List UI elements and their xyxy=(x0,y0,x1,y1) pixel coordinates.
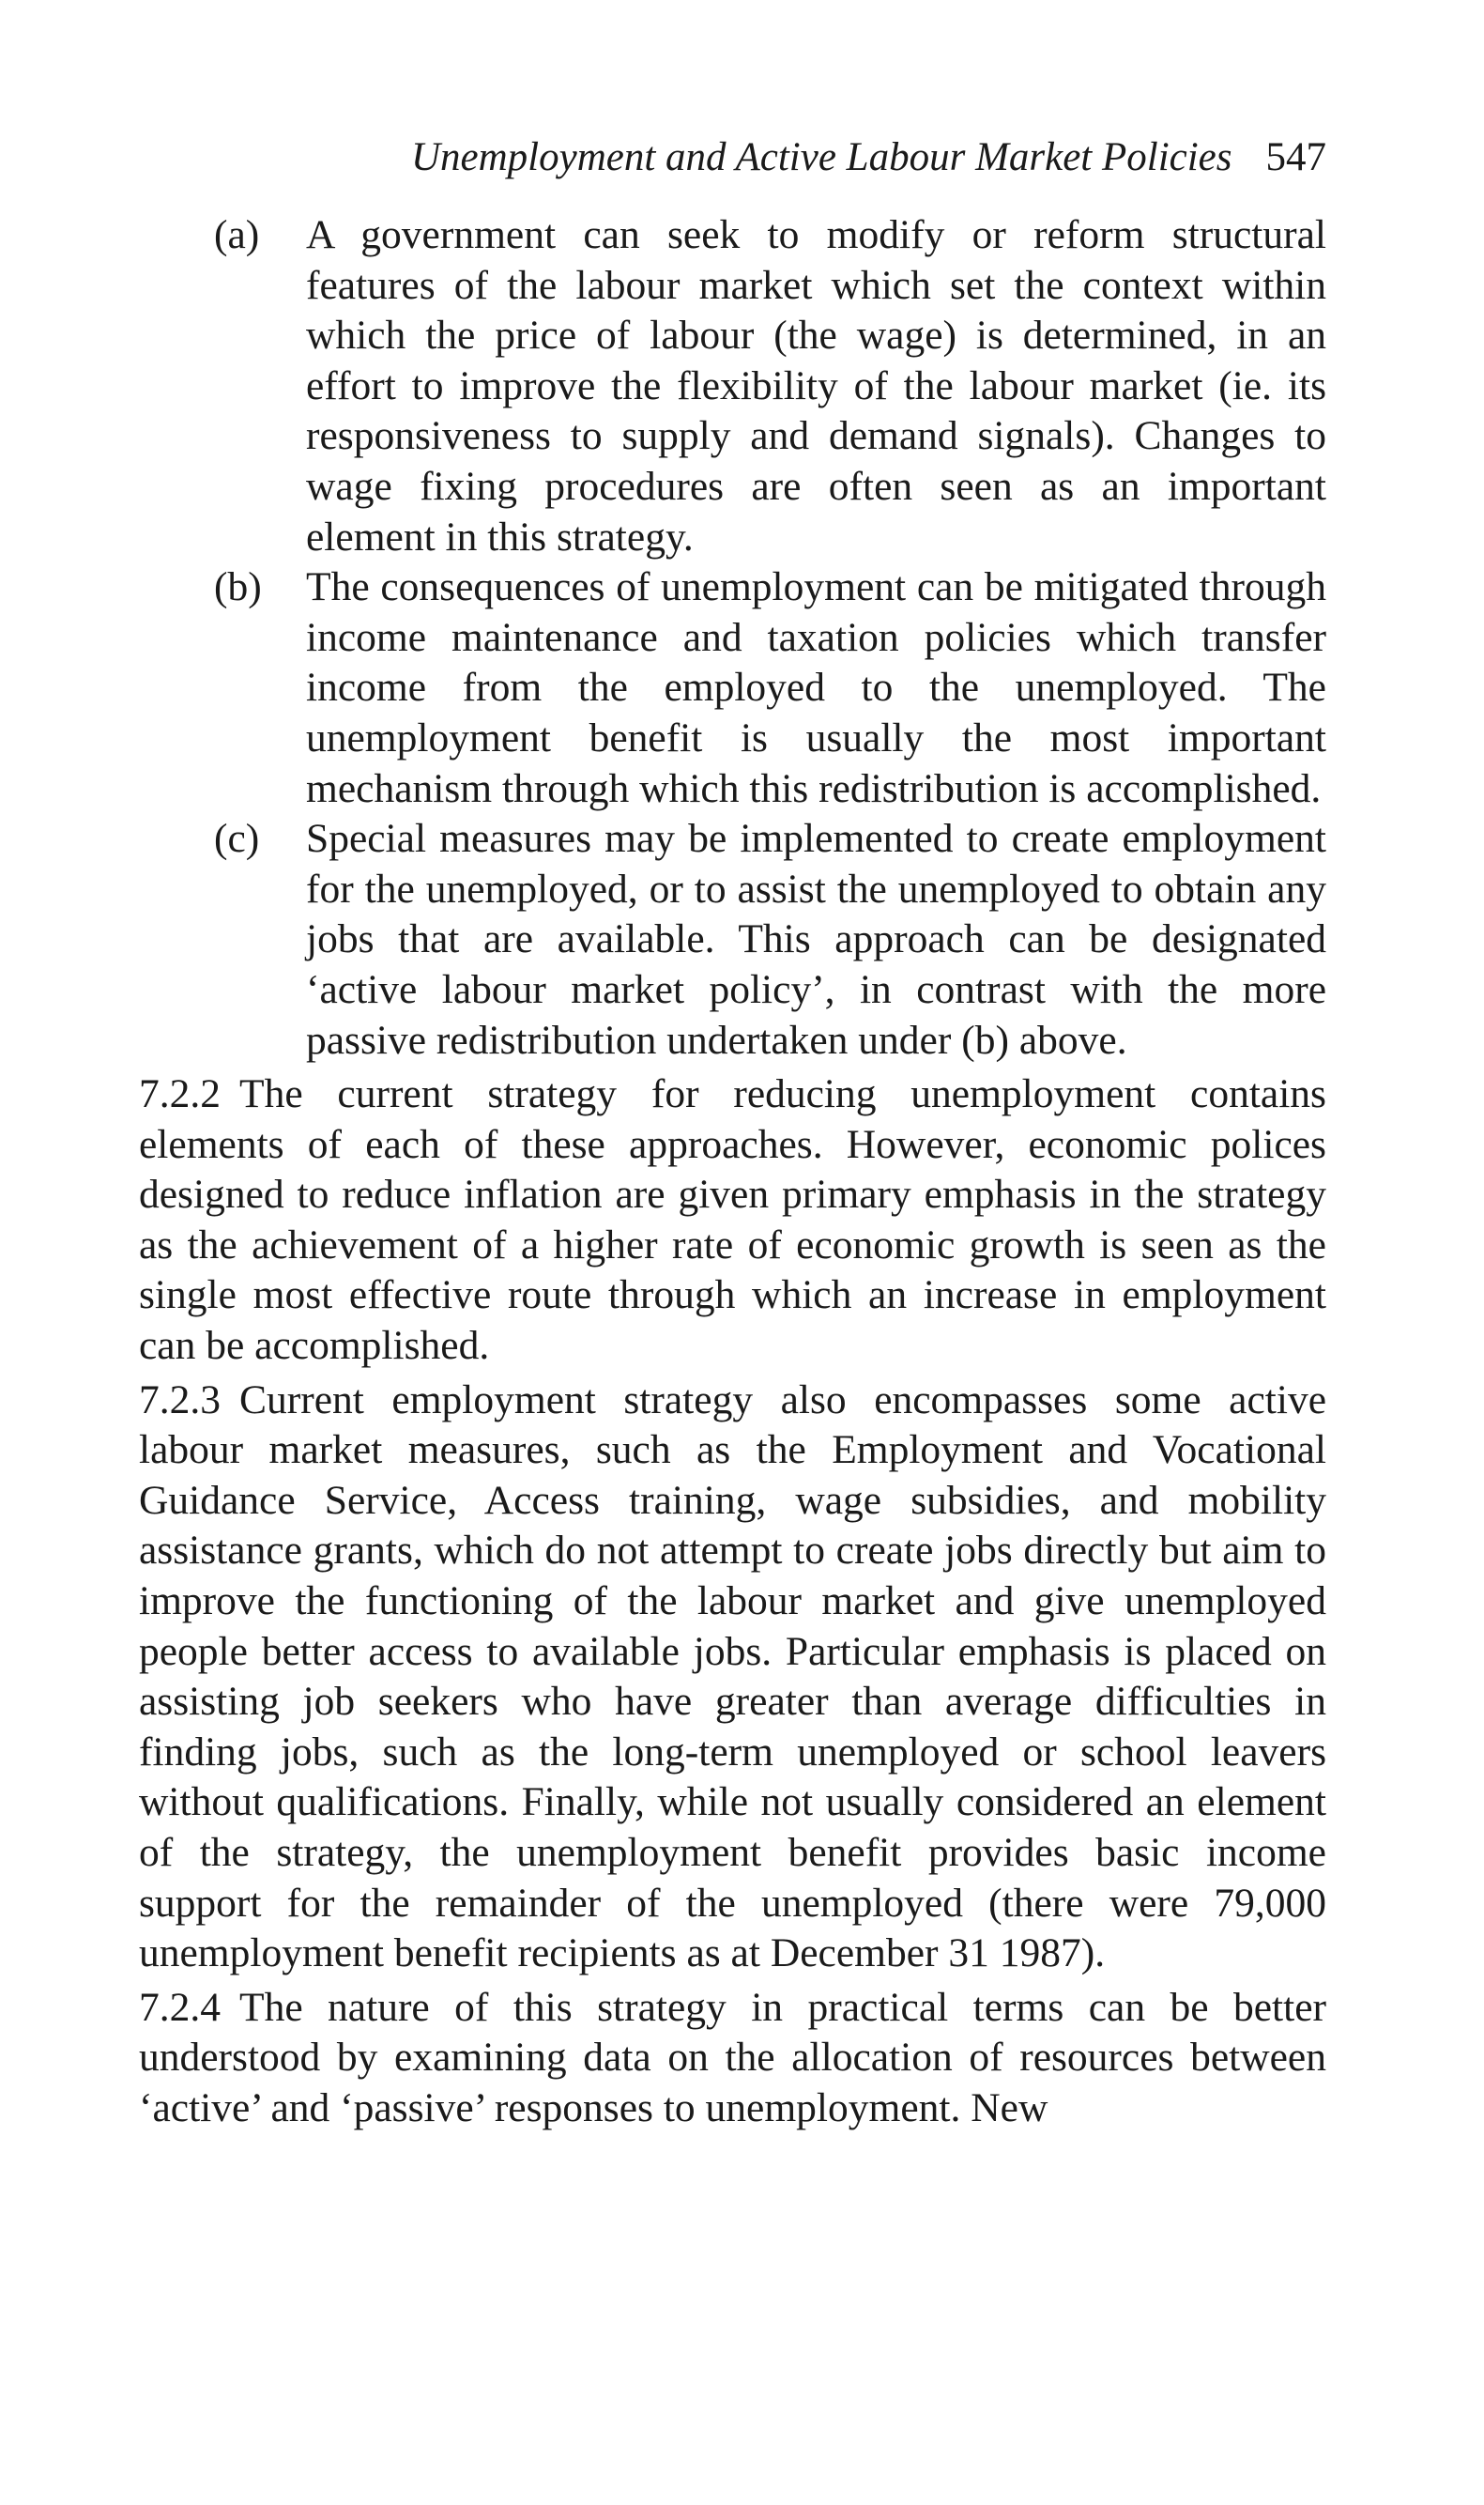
list-marker: (c) xyxy=(214,816,260,862)
list-marker: (a) xyxy=(214,212,260,257)
list-item-a xyxy=(139,210,1326,562)
page-number: 547 xyxy=(1265,135,1326,179)
paragraph-7-2-4 xyxy=(139,1983,1326,2134)
running-header xyxy=(139,131,1326,184)
list-item-text: The consequences of unemployment can be mitigated through income maintenance and taxation policies which transfer income from the employed to the unemployed. The unemployment benefit is usually the most important mechanism through which this redistribution is accomplished. xyxy=(306,564,1326,811)
book-page xyxy=(139,131,1326,2134)
list-item-text: A government can seek to modify or reform structural features of the labour market which set the context within which the price of labour (the wage) is determined, in an effort to improve the flexibility of the labour market (ie. its responsiveness to supply and demand signals). Changes to wage fixing procedures are often seen as an important element in this strategy. xyxy=(306,212,1326,560)
paragraph-number: 7.2.4 xyxy=(139,1984,221,2030)
paragraph-text: The nature of this strategy in practical terms can be better understood by examining data on the allocation of resources between ‘active’ and ‘passive’ responses to unemployment. New xyxy=(139,1984,1326,2130)
list-item-b xyxy=(139,562,1326,814)
list-marker: (b) xyxy=(214,564,262,610)
paragraph-7-2-3 xyxy=(139,1375,1326,1979)
paragraph-number: 7.2.2 xyxy=(139,1071,221,1117)
paragraph-7-2-2 xyxy=(139,1069,1326,1372)
chapter-title: Unemployment and Active Labour Market Policies xyxy=(410,135,1232,179)
list-item-text: Special measures may be implemented to create employment for the unemployed, or to assist the unemployed to obtain any jobs that are available. This approach can be designated ‘active labour market policy’, in contrast with the more passive redistribution undertaken under (b) above. xyxy=(306,816,1326,1063)
paragraph-number: 7.2.3 xyxy=(139,1376,221,1422)
paragraph-text: The current strategy for reducing unemployment contains elements of each of these approaches. However, economic polices designed to reduce inflation are given primary emphasis in the strategy as the achievement of a higher rate of economic growth is seen as the single most effective route through which an increase in employment can be accomplished. xyxy=(139,1071,1326,1369)
body-text xyxy=(139,210,1326,2134)
paragraph-text: Current employment strategy also encompasses some active labour market measures, such as the Employment and Vocational Guidance Service, Access training, wage subsidies, and mobility assistance grants, which do not attempt to create jobs directly but aim to improve the functioning of the labour market and give unemployed people better access to available jobs. Particular emphasis is placed on assisting job seekers who have greater than average difficulties in finding jobs, such as the long-term unemployed or school leavers without qualifications. Finally, while not usually considered an element of the strategy, the unemployment benefit provides basic income support for the remainder of the unemployed (there were 79,000 unemployment benefit recipients as at December 31 1987). xyxy=(139,1376,1326,1976)
list-item-c xyxy=(139,814,1326,1066)
